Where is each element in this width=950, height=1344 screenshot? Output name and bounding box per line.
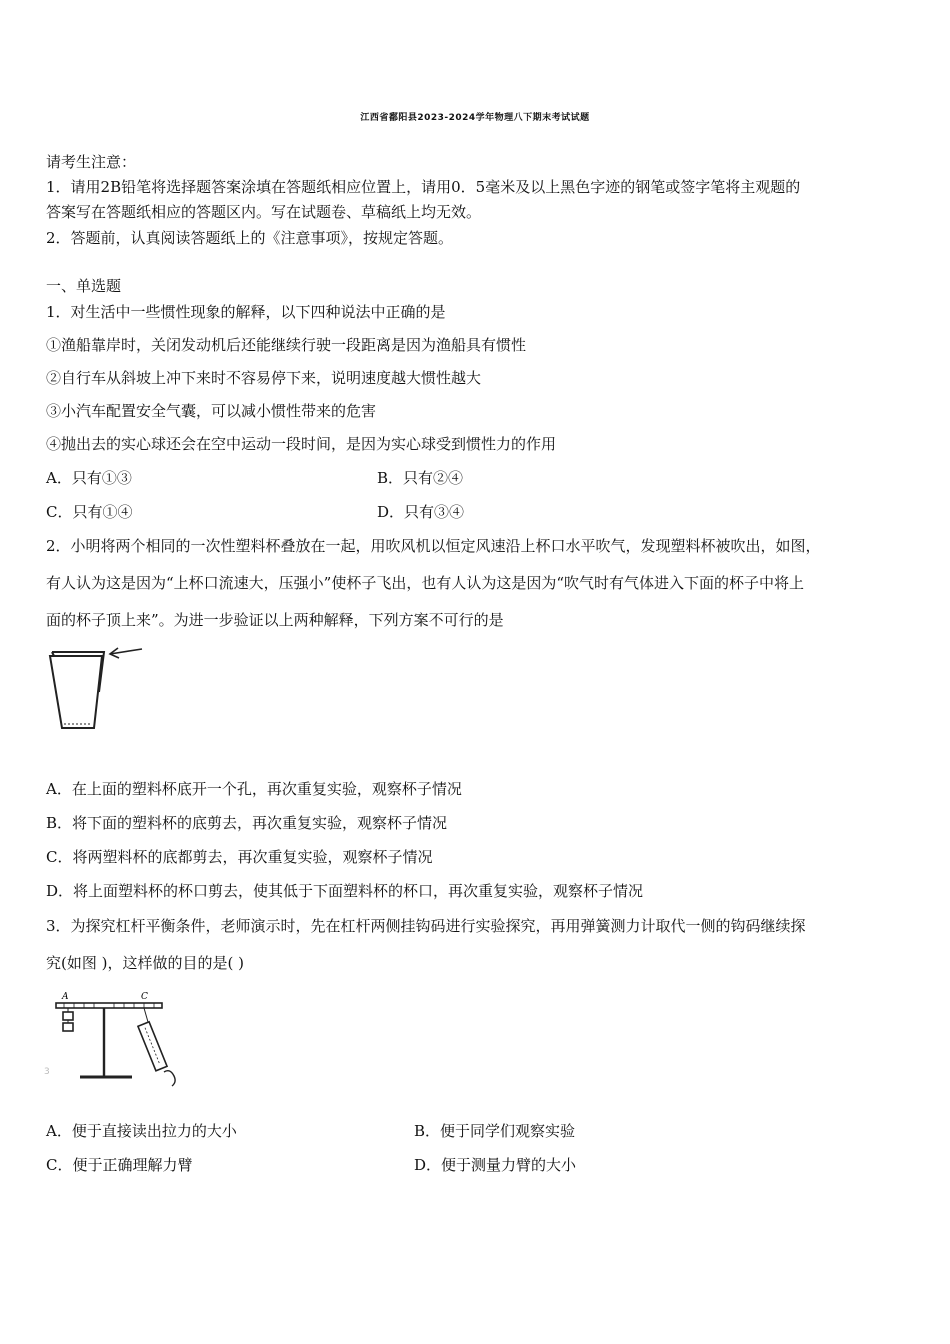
q2-option-a[interactable]: A．在上面的塑料杯底开一个孔，再次重复实验，观察杯子情况 xyxy=(46,780,462,798)
page-title: 江西省鄱阳县2023-2024学年物理八下期末考试试题 xyxy=(360,113,590,123)
q3-option-b[interactable]: B．便于同学们观察实验 xyxy=(414,1122,576,1140)
q1-option-c[interactable]: C．只有①④ xyxy=(46,503,133,521)
q1-option-d[interactable]: D．只有③④ xyxy=(377,503,465,521)
q3-stem-line-1: 3．为探究杠杆平衡条件，老师演示时，先在杠杆两侧挂钩码进行实验探究，再用弹簧测力计取代一侧的钩码继续探 xyxy=(46,917,806,935)
q1-stem: 1．对生活中一些惯性现象的解释，以下四种说法中正确的是 xyxy=(46,303,446,321)
lever-experiment-figure xyxy=(44,990,194,1094)
notice-heading: 请考生注意： xyxy=(46,153,137,171)
section-heading: 一、单选题 xyxy=(46,277,122,295)
q2-stem-line-2: 有人认为这是因为“上杯口流速大，压强小”使杯子飞出，也有人认为这是因为“吹气时有气体进入下面的杯子中将上 xyxy=(46,574,805,592)
q3-option-a[interactable]: A．便于直接读出拉力的大小 xyxy=(46,1122,237,1140)
q1-statement-3: ③小汽车配置安全气囊，可以减小惯性带来的危害 xyxy=(46,402,377,420)
q2-option-d[interactable]: D．将上面塑料杯的杯口剪去，使其低于下面塑料杯的杯口，再次重复实验，观察杯子情况 xyxy=(46,882,644,900)
lever-label-c: C xyxy=(141,992,148,1002)
q3-option-d[interactable]: D．便于测量力臂的大小 xyxy=(414,1156,577,1174)
q2-stem-line-1: 2．小明将两个相同的一次性塑料杯叠放在一起，用吹风机以恒定风速沿上杯口水平吹气，发现塑料杯被吹出，如图， xyxy=(46,537,821,555)
svg-text:3: 3 xyxy=(44,1067,50,1077)
stacked-cups-figure xyxy=(44,642,148,738)
lower-cup xyxy=(50,656,102,728)
airflow-arrow-icon xyxy=(110,648,142,658)
upper-cup xyxy=(52,652,104,692)
hand-icon xyxy=(164,1071,175,1086)
q1-statement-1: ①渔船靠岸时，关闭发动机后还能继续行驶一段距离是因为渔船具有惯性 xyxy=(46,336,527,354)
hook-weight-1 xyxy=(63,1012,73,1020)
q1-option-b[interactable]: B．只有②④ xyxy=(377,469,464,487)
notice-item-1-line-2: 答案写在答题纸相应的答题区内。写在试题卷、草稿纸上均无效。 xyxy=(46,203,482,221)
notice-item-2: 2．答题前，认真阅读答题纸上的《注意事项》，按规定答题。 xyxy=(46,229,454,247)
q2-option-b[interactable]: B．将下面的塑料杯的底剪去，再次重复实验，观察杯子情况 xyxy=(46,814,448,832)
lever-bar xyxy=(56,1003,162,1008)
q1-option-a[interactable]: A．只有①③ xyxy=(46,469,132,487)
q1-statement-4: ④抛出去的实心球还会在空中运动一段时间，是因为实心球受到惯性力的作用 xyxy=(46,435,557,453)
q3-option-c[interactable]: C．便于正确理解力臂 xyxy=(46,1156,193,1174)
notice-item-1-line-1: 1．请用2B铅笔将选择题答案涂填在答题纸相应位置上，请用0．5毫米及以上黑色字迹的钢笔或签字笔将主观题的 xyxy=(46,178,801,196)
q2-stem-line-3: 面的杯子顶上来”。为进一步验证以上两种解释，下列方案不可行的是 xyxy=(46,611,504,629)
lever-label-a: A xyxy=(62,992,69,1002)
spring-scale-icon xyxy=(138,1022,167,1071)
q2-option-c[interactable]: C．将两塑料杯的底都剪去，再次重复实验，观察杯子情况 xyxy=(46,848,433,866)
q1-statement-2: ②自行车从斜坡上冲下来时不容易停下来，说明速度越大惯性越大 xyxy=(46,369,482,387)
q3-stem-line-2: 究(如图 )，这样做的目的是( ) xyxy=(46,954,244,972)
hook-weight-2 xyxy=(63,1023,73,1031)
